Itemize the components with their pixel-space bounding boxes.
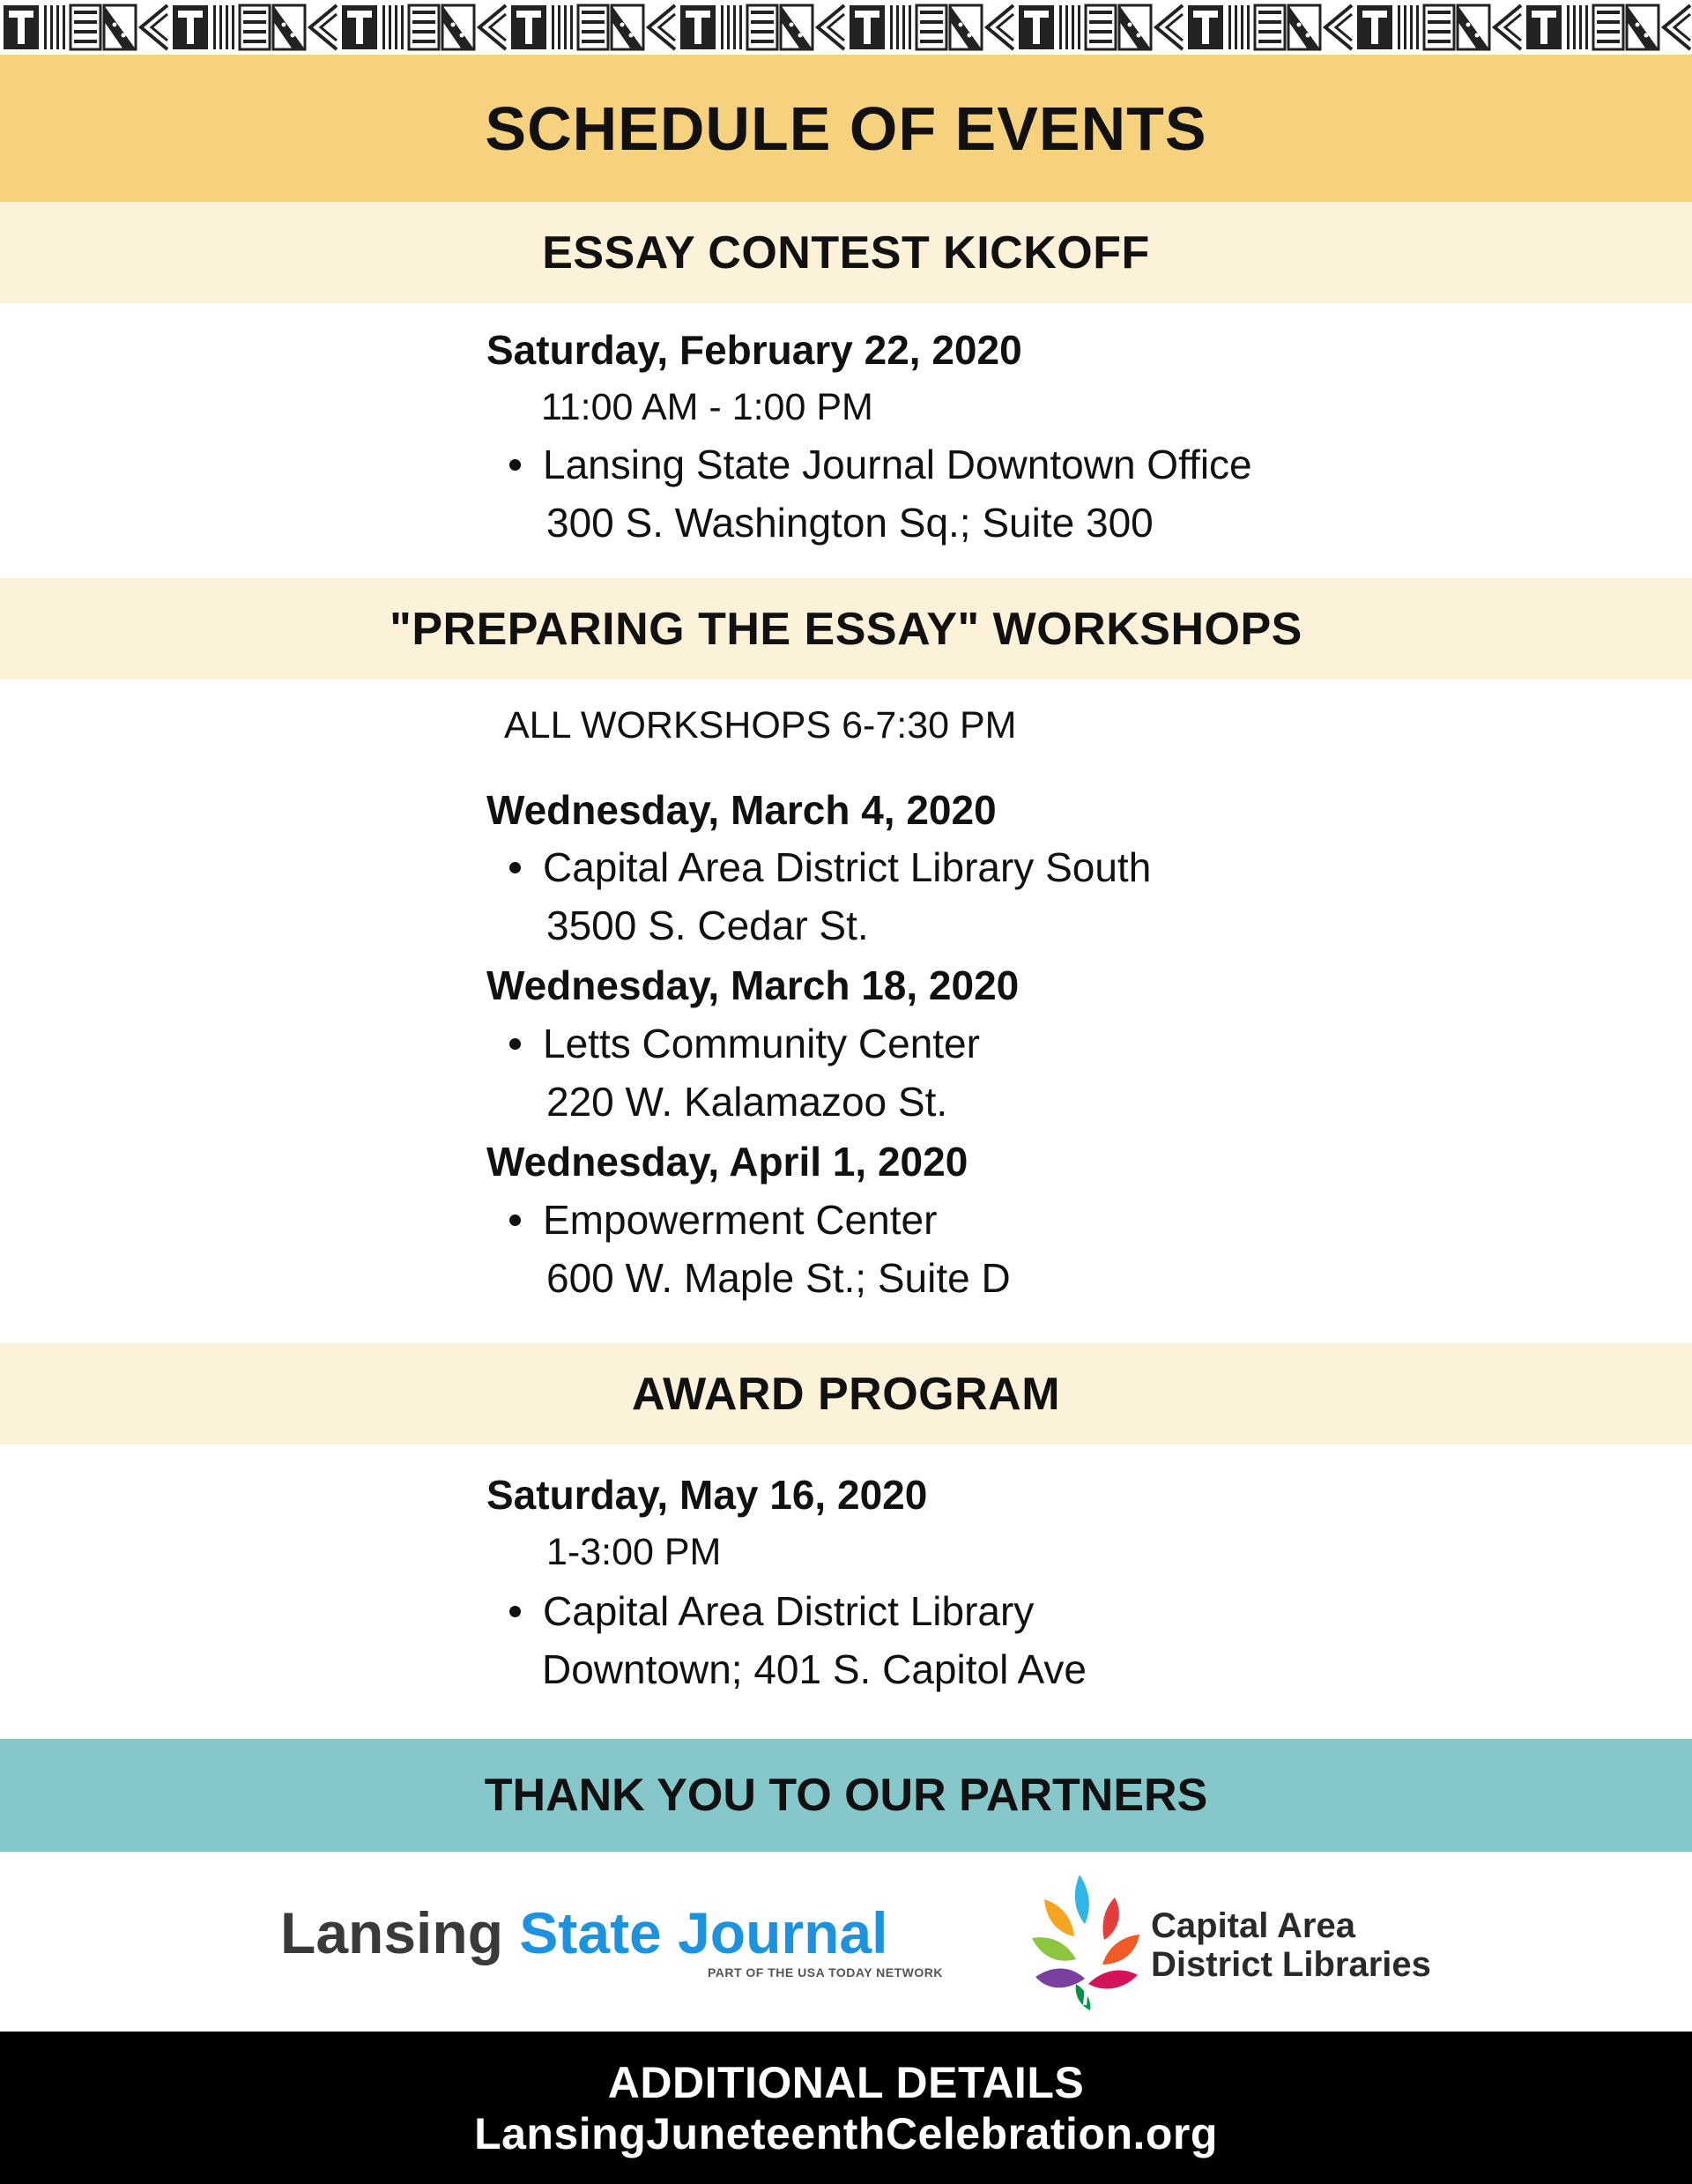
award-details: [0, 1445, 1692, 1735]
cadl-wordmark: [1151, 1906, 1431, 1984]
bullet-icon: [509, 1215, 521, 1226]
award-heading: AWARD PROGRAM: [631, 1368, 1061, 1420]
workshops-section-header: [0, 578, 1692, 680]
award-date: Saturday, May 16, 2020: [486, 1472, 928, 1518]
workshop-venue-item: [509, 843, 1151, 891]
bullet-icon: [509, 459, 521, 471]
lsj-wordmark: [280, 1900, 950, 1965]
workshop-date: Wednesday, March 18, 2020: [486, 962, 1020, 1008]
workshops-note: ALL WORKSHOPS 6-7:30 PM: [504, 704, 1017, 747]
footer: [0, 2032, 1692, 2184]
kickoff-heading: ESSAY CONTEST KICKOFF: [542, 227, 1150, 279]
kickoff-time: 11:00 AM - 1:00 PM: [541, 386, 873, 428]
footer-heading: ADDITIONAL DETAILS: [607, 2057, 1085, 2107]
workshop-venue: Empowerment Center: [543, 1197, 938, 1243]
lsj-wordmark-part1: Lansing: [280, 1900, 520, 1965]
lansing-state-journal-logo: [280, 1900, 950, 1980]
page-title: SCHEDULE OF EVENTS: [485, 93, 1207, 163]
workshop-date: Wednesday, April 1, 2020: [486, 1139, 968, 1185]
lsj-wordmark-part2: State Journal: [519, 1900, 888, 1965]
award-section-header: [0, 1343, 1692, 1445]
award-time: 1-3:00 PM: [546, 1531, 722, 1573]
award-address: Downtown; 401 S. Capitol Ave: [542, 1646, 1087, 1692]
bullet-icon: [509, 1038, 521, 1050]
kickoff-address: 300 S. Washington Sq.; Suite 300: [546, 500, 1154, 546]
workshops-heading: "PREPARING THE ESSAY" WORKSHOPS: [390, 603, 1302, 655]
partners-header: [0, 1739, 1692, 1852]
pattern-graphic: [0, 0, 1692, 55]
workshop-address: 600 W. Maple St.; Suite D: [546, 1255, 1011, 1301]
workshop-address: 3500 S. Cedar St.: [546, 903, 869, 948]
page-title-banner: [0, 55, 1692, 202]
cadl-leaf-logo-icon: [1027, 1873, 1146, 2012]
workshop-venue: Letts Community Center: [543, 1021, 980, 1066]
bullet-icon: [509, 862, 521, 873]
kickoff-section-header: [0, 202, 1692, 303]
workshop-venue: Capital Area District Library South: [543, 844, 1152, 890]
kickoff-details: [0, 303, 1692, 576]
cadl-line2: District Libraries: [1151, 1945, 1431, 1984]
cadl-line1: Capital Area: [1151, 1906, 1355, 1945]
workshop-venue-item: [509, 1020, 980, 1067]
lsj-tagline: PART OF THE USA TODAY NETWORK: [707, 1965, 943, 1980]
workshop-address: 220 W. Kalamazoo St.: [546, 1079, 948, 1125]
decorative-pattern-band: [0, 0, 1692, 55]
kickoff-date: Saturday, February 22, 2020: [486, 327, 1022, 373]
workshop-venue-item: [509, 1196, 937, 1244]
kickoff-venue-item: [509, 441, 1252, 488]
bullet-icon: [509, 1606, 521, 1617]
award-venue-item: [509, 1587, 1034, 1635]
workshops-details: [0, 680, 1692, 1341]
kickoff-venue: Lansing State Journal Downtown Office: [543, 442, 1252, 487]
website-link[interactable]: LansingJuneteenthCelebration.org: [474, 2108, 1218, 2158]
partners-heading: THANK YOU TO OUR PARTNERS: [484, 1770, 1208, 1821]
workshop-date: Wednesday, March 4, 2020: [486, 787, 997, 833]
award-venue: Capital Area District Library: [543, 1588, 1035, 1634]
